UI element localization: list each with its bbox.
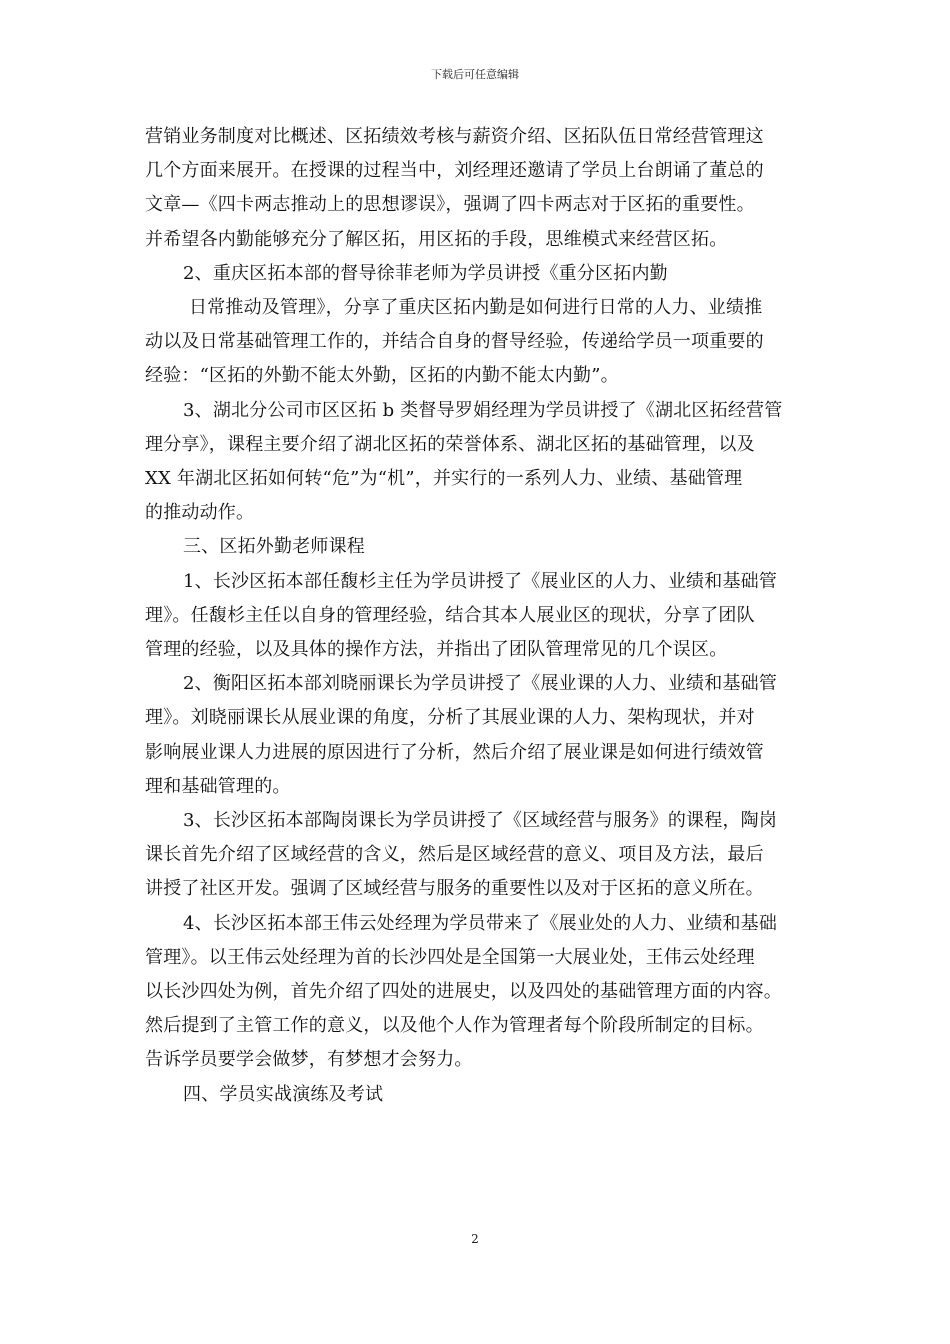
text-line: 日常推动及管理》，分享了重庆区拓内勤是如何进行日常的人力、业绩推 <box>189 297 763 319</box>
text-line: 管理的经验，以及具体的操作方法，并指出了团队管理常见的几个误区。 <box>145 639 728 661</box>
page-number: 2 <box>471 1232 479 1246</box>
text-line: 3、长沙区拓本部陶岗课长为学员讲授了《区域经营与服务》的课程，陶岗 <box>183 810 778 832</box>
text-line: 理和基础管理的。 <box>145 775 291 797</box>
text-line: 文章—《四卡两志推动上的思想谬误》，强调了四卡两志对于区拓的重要性。 <box>145 194 755 216</box>
text-line: 然后提到了主管工作的意义，以及他个人作为管理者每个阶段所制定的目标。 <box>145 1015 764 1037</box>
text-line: 营销业务制度对比概述、区拓绩效考核与薪资介绍、区拓队伍日常经营管理这 <box>145 126 764 147</box>
document-body <box>145 120 810 1112</box>
text-line: 理》。任馥杉主任以自身的管理经验，结合其本人展业区的现状，分享了团队 <box>145 604 755 626</box>
text-line: 管理》。以王伟云处经理为首的长沙四处是全国第一大展业处，王伟云处经理 <box>145 946 755 968</box>
text-line: 以长沙四处为例，首先介绍了四处的进展史，以及四处的基础管理方面的内容。 <box>145 981 782 1003</box>
text-line: 3、湖北分公司市区区拓 b 类督导罗娟经理为学员讲授了《湖北区拓经营管 <box>183 399 783 421</box>
text-line: 讲授了社区开发。强调了区域经营与服务的重要性以及对于区拓的意义所在。 <box>145 878 764 900</box>
text-line: 理》。刘晓丽课长从展业课的角度，分析了其展业课的人力、架构现状，并对 <box>145 707 755 729</box>
text-line: 并希望各内勤能够充分了解区拓，用区拓的手段，思维模式来经营区拓。 <box>145 228 728 250</box>
section-heading: 三、区拓外勤老师课程 <box>183 536 365 558</box>
text-line: 课长首先介绍了区域经营的含义，然后是区域经营的意义、项目及方法，最后 <box>145 844 764 866</box>
text-line: 1、长沙区拓本部任馥杉主任为学员讲授了《展业区的人力、业绩和基础管 <box>183 570 778 592</box>
section-heading: 四、学员实战演练及考试 <box>183 1083 384 1105</box>
text-line: 几个方面来展开。在授课的过程当中，刘经理还邀请了学员上台朗诵了董总的 <box>145 160 764 182</box>
text-line: 2、衡阳区拓本部刘晓丽课长为学员讲授了《展业课的人力、业绩和基础管 <box>183 673 778 695</box>
page-header: 下载后可任意编辑 <box>431 68 519 81</box>
text-line: 2、重庆区拓本部的督导徐菲老师为学员讲授《重分区拓内勤 <box>183 262 668 284</box>
text-line: XX 年湖北区拓如何转“危”为“机”，并实行的一系列人力、业绩、基础管理 <box>145 468 743 490</box>
text-line: 动以及日常基础管理工作的，并结合自身的督导经验，传递给学员一项重要的 <box>145 331 764 353</box>
text-line: 经验：“区拓的外勤不能太外勤，区拓的内勤不能太内勤”。 <box>145 365 619 387</box>
text-line: 理分享》，课程主要介绍了湖北区拓的荣誉体系、湖北区拓的基础管理，以及 <box>145 433 755 455</box>
text-line: 4、长沙区拓本部王伟云处经理为学员带来了《展业处的人力、业绩和基础 <box>183 912 778 934</box>
text-line: 的推动动作。 <box>145 502 255 524</box>
text-line: 告诉学员要学会做梦，有梦想才会努力。 <box>145 1049 473 1071</box>
text-line: 影响展业课人力进展的原因进行了分析，然后介绍了展业课是如何进行绩效管 <box>145 741 764 763</box>
